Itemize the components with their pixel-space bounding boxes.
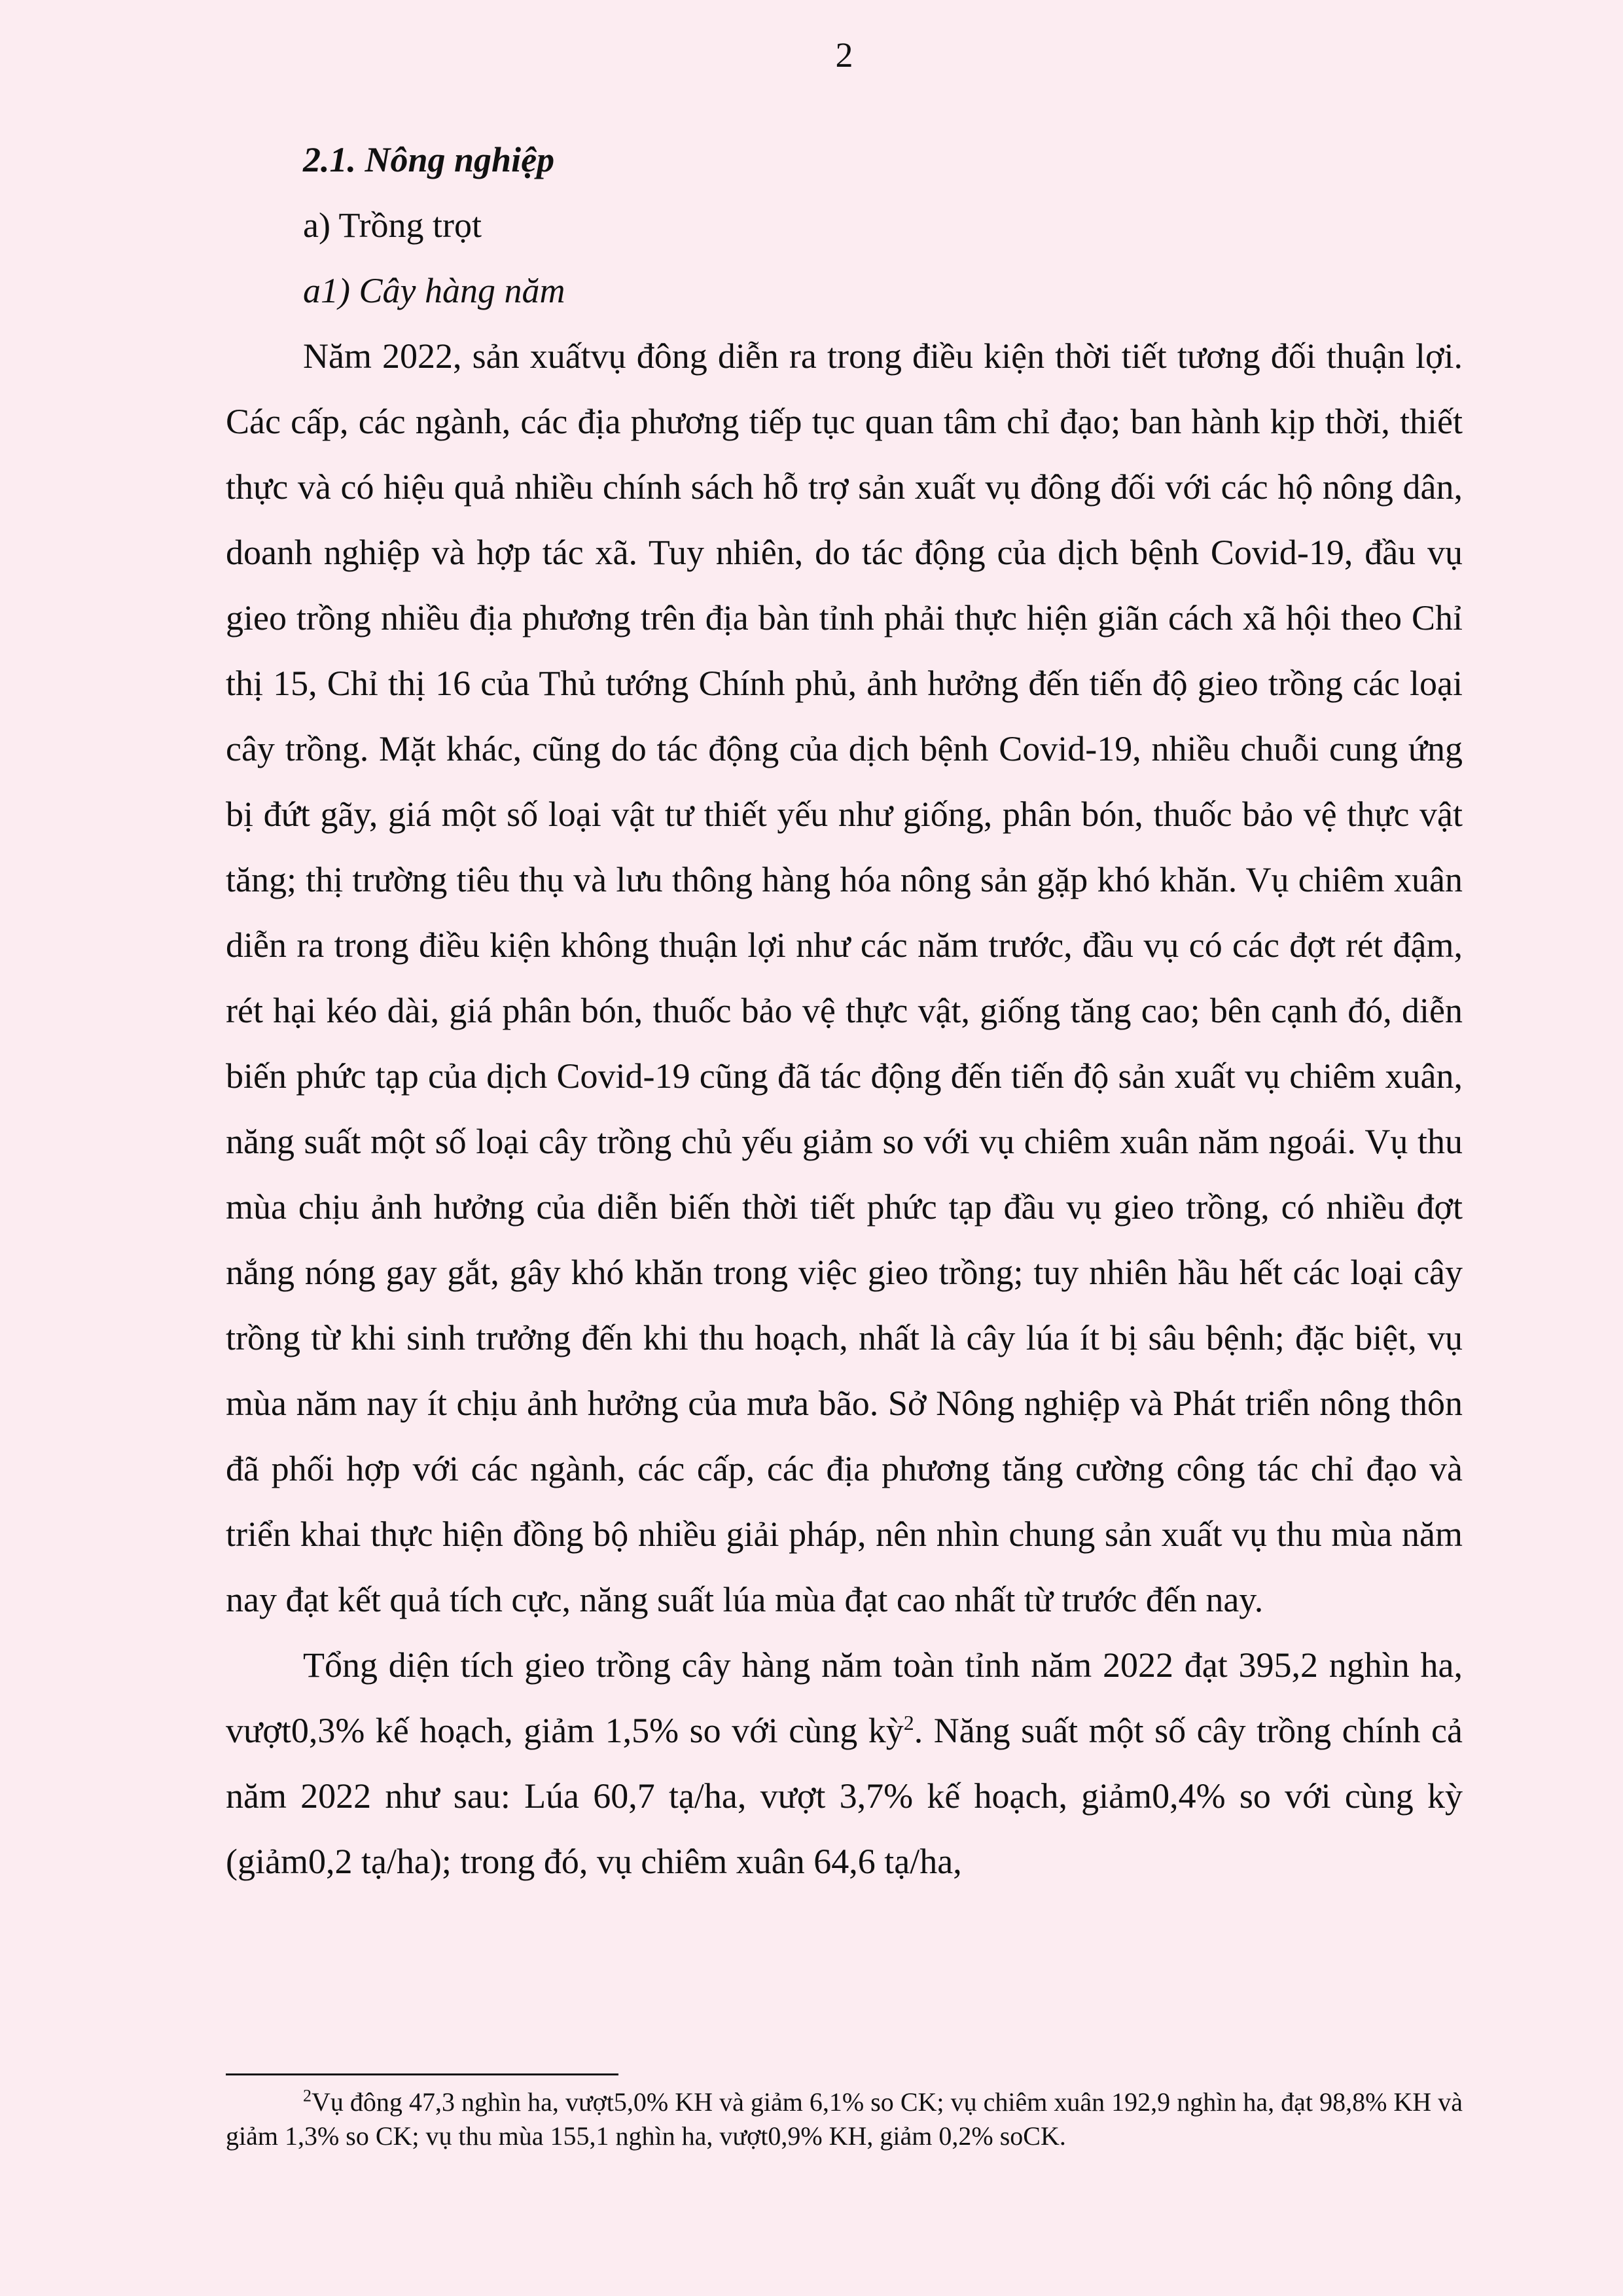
footnote-reference: 2: [903, 1711, 914, 1734]
footnote-separator: [226, 2073, 618, 2075]
document-body: [226, 127, 1463, 1894]
paragraph-2-text-b: . Năng suất một số cây trồng chính cả năm 2022 như sau: Lúa 60,7 tạ/ha, vượt 3,7% kế hoạch, giảm0,4% so với cùng kỳ (giảm0,2 tạ/ha); trong đó, vụ chiêm xuân 64,6 tạ/ha,: [226, 1711, 1463, 1881]
footnote: [226, 2085, 1463, 2153]
paragraph-2-text-a: Tổng diện tích gieo trồng cây hàng năm toàn tỉnh năm 2022 đạt 395,2 nghìn ha, vượt0,3% kế hoạch, giảm 1,5% so với cùng kỳ: [226, 1645, 1463, 1750]
paragraph-1: Năm 2022, sản xuấtvụ đông diễn ra trong điều kiện thời tiết tương đối thuận lợi. Các cấp, các ngành, các địa phương tiếp tục quan tâm chỉ đạo; ban hành kịp thời, thiết thực và có hiệu quả nhiều chính sách hỗ trợ sản xuất vụ đông đối với các hộ nông dân, doanh nghiệp và hợp tác xã. Tuy nhiên, do tác động của dịch bệnh Covid-19, đầu vụ gieo trồng nhiều địa phương trên địa bàn tỉnh phải thực hiện giãn cách xã hội theo Chỉ thị 15, Chỉ thị 16 của Thủ tướng Chính phủ, ảnh hưởng đến tiến độ gieo trồng các loại cây trồng. Mặt khác, cũng do tác động của dịch bệnh Covid-19, nhiều chuỗi cung ứng bị đứt gãy, giá một số loại vật tư thiết yếu như giống, phân bón, thuốc bảo vệ thực vật tăng; thị trường tiêu thụ và lưu thông hàng hóa nông sản gặp khó khăn. Vụ chiêm xuân diễn ra trong điều kiện không thuận lợi như các năm trước, đầu vụ có các đợt rét đậm, rét hại kéo dài, giá phân bón, thuốc bảo vệ thực vật, giống tăng cao; bên cạnh đó, diễn biến phức tạp của dịch Covid-19 cũng đã tác động đến tiến độ sản xuất vụ chiêm xuân, năng suất một số loại cây trồng chủ yếu giảm so với vụ chiêm xuân năm ngoái. Vụ thu mùa chịu ảnh hưởng của diễn biến thời tiết phức tạp đầu vụ gieo trồng, có nhiều đợt nắng nóng gay gắt, gây khó khăn trong việc gieo trồng; tuy nhiên hầu hết các loại cây trồng từ khi sinh trưởng đến khi thu hoạch, nhất là cây lúa ít bị sâu bệnh; đặc biệt, vụ mùa năm nay ít chịu ảnh hưởng của mưa bão. Sở Nông nghiệp và Phát triển nông thôn đã phối hợp với các ngành, các cấp, các địa phương tăng cường công tác chỉ đạo và triển khai thực hiện đồng bộ nhiều giải pháp, nên nhìn chung sản xuất vụ thu mùa năm nay đạt kết quả tích cực, năng suất lúa mùa đạt cao nhất từ trước đến nay.: [226, 336, 1463, 1619]
subsubsection-title: a1) Cây hàng năm: [303, 271, 565, 310]
footnote-text: Vụ đông 47,3 nghìn ha, vượt5,0% KH và giảm 6,1% so CK; vụ chiêm xuân 192,9 nghìn ha, đạt 98,8% KH và giảm 1,3% so CK; vụ thu mùa 155,1 nghìn ha, vượt0,9% KH, giảm 0,2% soCK.: [226, 2087, 1463, 2151]
page-number: 2: [835, 35, 853, 75]
footnote-marker: 2: [303, 2086, 312, 2106]
subsection-title: a) Trồng trọt: [303, 206, 482, 245]
paragraph-2: [226, 1632, 1463, 1894]
section-title: 2.1. Nông nghiệp: [303, 140, 555, 179]
